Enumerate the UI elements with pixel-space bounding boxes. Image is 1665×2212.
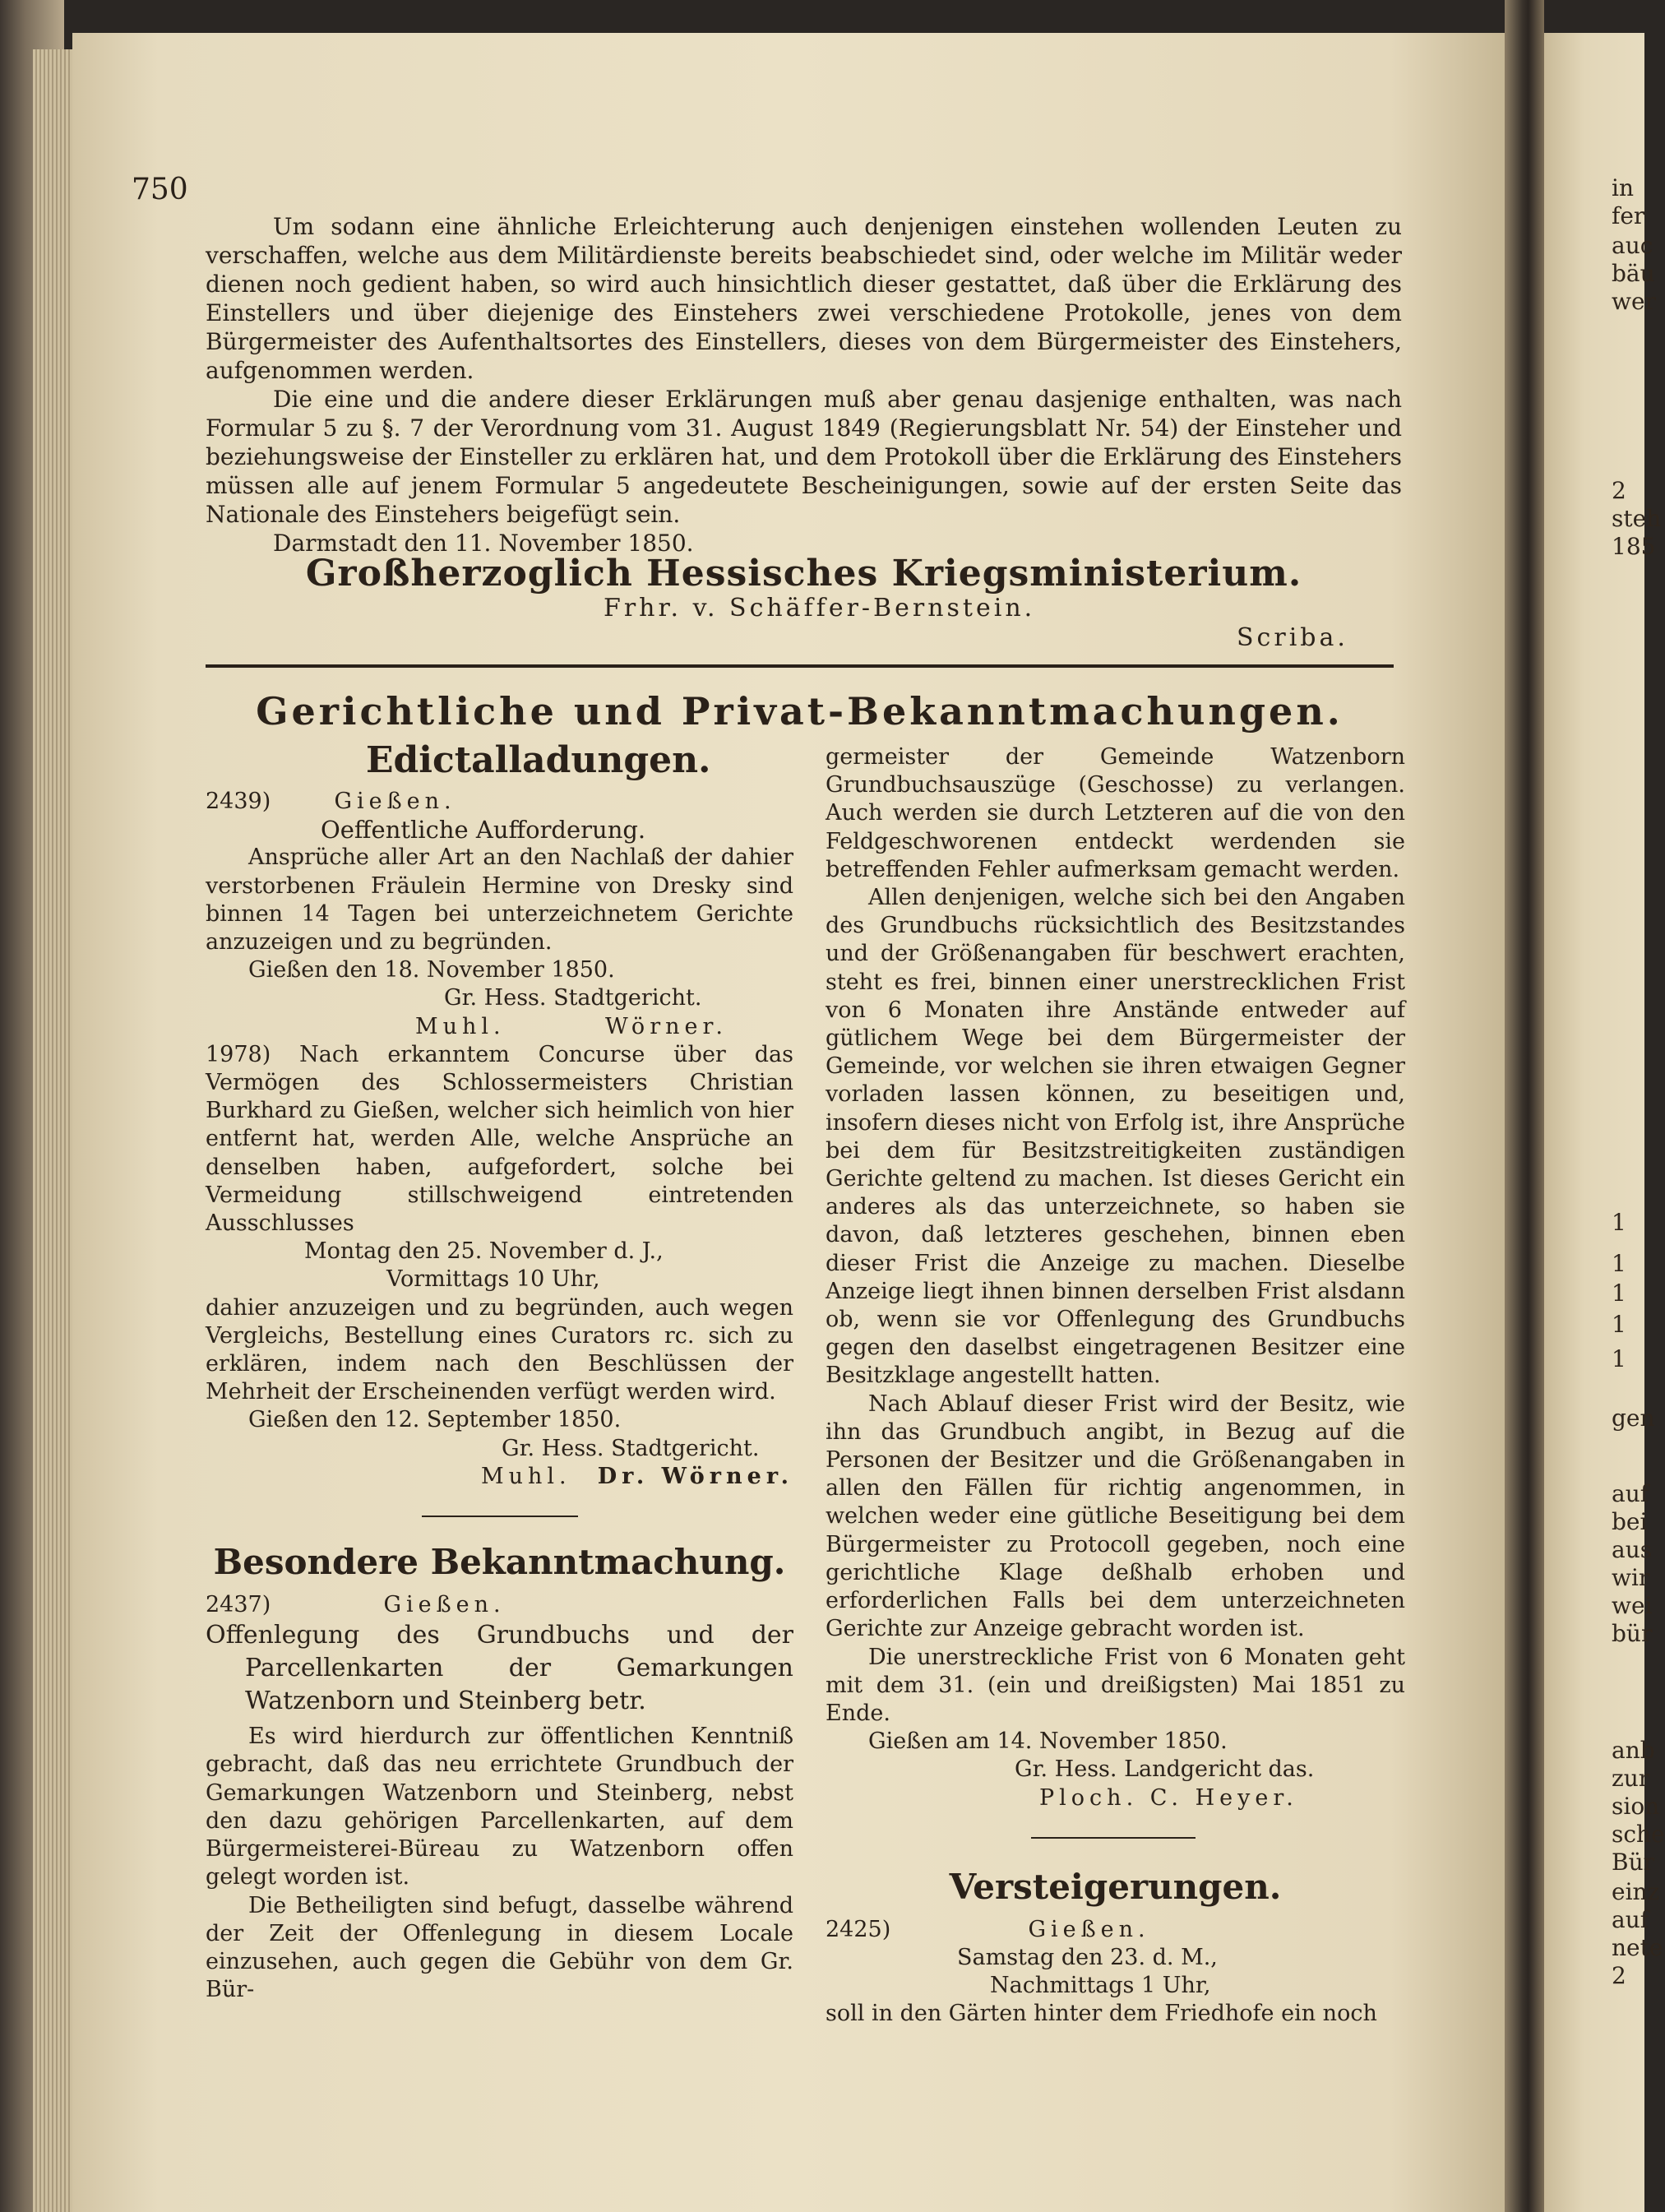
notice-body: Nach Ablauf dieser Frist wird der Besitz, wie ihn das Grundbuch angibt, in Bezug auf die Personen der Besitzer und die Größenangaben in allen den Fällen für richtig angenommen, in welchen weder eine gütliche Beseitigung bei dem Bürgermeister zu Protocoll gegeben, noch eine gerichtliche Klage deßhalb erhoben und erforderlichen Falls bei dem unterzeichneten Gerichte zur Anzeige gebracht worden ist.	[826, 1391, 1405, 1642]
notice-date: Gießen am 14. November 1850.	[868, 1728, 1228, 1755]
next-page-text-fragment: aus	[1612, 1536, 1653, 1563]
next-page-text-fragment: 1	[1612, 1209, 1626, 1236]
notice-date: Gießen den 12. September 1850.	[248, 1407, 622, 1433]
notice-body: Allen denjenigen, welche sich bei den Angaben des Grundbuchs rücksichtlich des Besitzstandes und der Größenangaben für beschwert erachten, steht es frei, binnen einer unerstrecklichen Frist von 6 Monaten ihre Anstände entweder auf gütlichem Wege bei dem Bürgermeister der Gemeinde, vor welchen sie ihren etwaigen Gegner vorladen lassen können, zu beseitigen und, insofern dieses nicht von Erfolg ist, ihre Ansprüche bei dem für Besitzstreitigkeiten zuständigen Gerichte geltend zu machen. Ist dieses Gericht ein anderes als das unterzeichnete, so haben sie davon, daß letzteres geschehen, binnen eben dieser Frist die Anzeige zu machen. Dieselbe Anzeige liegt ihnen binnen derselben Frist alsdann ob, wenn sie vor Offenlegung des Grundbuchs gegen den daselbst eingetragenen Besitzer eine Besitzklage angestellt hatten.	[826, 885, 1405, 1389]
next-page-text-fragment: 185	[1612, 533, 1656, 560]
notice-number: 2437)	[206, 1592, 271, 1618]
notice-day: Montag den 25. November d. J.,	[304, 1238, 664, 1265]
next-page-text-fragment: wir	[1612, 1564, 1650, 1591]
notice-number: 2439)	[206, 789, 271, 814]
divider	[422, 1516, 578, 1517]
next-page-text-fragment: 1	[1612, 1311, 1626, 1338]
next-page-text-fragment: 1	[1612, 1250, 1626, 1277]
next-page-text-fragment: 1	[1612, 1345, 1626, 1372]
next-page-text-fragment: bäu	[1612, 260, 1655, 287]
signature: Frhr. v. Schäffer-Bernstein.	[604, 594, 1036, 622]
page-number: 750	[132, 173, 188, 206]
subsection-heading: Edictalladungen.	[366, 739, 711, 781]
notice-paragraph: Um sodann eine ähnliche Erleichterung auch denjenigen einstehen wollenden Leuten zu verschaffen, welche aus dem Militärdienste bereits beabschiedet sind, oder welche im Militär weder dienen noch gedient haben, so wird auch hinsichtlich dieser gestattet, daß über die Erklärung des Einstellers und über diejenige des Einstehers zwei verschiedene Protokolle, jenes von dem Bürgermeister des Aufenthaltsortes des Einstellers, dieses von dem Bürgermeister des Einstehers, aufgenommen werden.	[206, 213, 1402, 384]
next-page-edge	[1544, 33, 1665, 2212]
subsection-heading: Versteigerungen.	[949, 1866, 1282, 1907]
notice-body: 1978) Nach erkanntem Concurse über das Vermögen des Schlossermeisters Christian Burkhard zu Gießen, welcher sich heimlich von hier entfernt hat, werden Alle, welche Ansprüche an denselben haben, aufgefordert, solche bei Vermeidung stillschweigend eintretenden Ausschlusses	[206, 1041, 793, 1237]
next-page-text-fragment: bür	[1612, 1620, 1653, 1647]
next-page-text-fragment: auf	[1612, 1906, 1649, 1933]
notice-place: Gießen.	[383, 1592, 506, 1618]
notice-paragraph: Die eine und die andere dieser Erklärungen muß aber genau dasjenige enthalten, was nach Formular 5 zu §. 7 der Verordnung vom 31. August 1849 (Regierungsblatt Nr. 54) der Einsteher und beziehungsweise der Einsteller zu erklären hat, und dem Protokoll über die Erklärung des Einstehers müssen alle auf jenem Formular 5 angedeutete Bescheinigungen, sowie auf der ersten Seite das Nationale des Einstehers beigefügt sein.	[206, 386, 1402, 528]
notice-body: soll in den Gärten hinter dem Friedhofe ein noch	[826, 2001, 1377, 2027]
next-page-text-fragment: sche	[1612, 1821, 1665, 1848]
notice-body: Ansprüche aller Art an den Nachlaß der dahier verstorbenen Fräulein Hermine von Dresky sind binnen 14 Tagen bei unterzeichnetem Gerichte anzuzeigen und zu begründen.	[206, 845, 793, 956]
next-page-text-fragment: in	[1612, 174, 1634, 201]
next-page-text-fragment: anb	[1612, 1737, 1655, 1764]
notice-date: Darmstadt den 11. November 1850.	[273, 530, 694, 557]
next-page-text-fragment: steh	[1612, 505, 1662, 532]
notice-day: Samstag den 23. d. M.,	[957, 1944, 1218, 1970]
section-divider	[206, 664, 1394, 668]
next-page-text-fragment: zur	[1612, 1765, 1650, 1792]
notice-body: Die unerstreckliche Frist von 6 Monaten geht mit dem 31. (ein und dreißigsten) Mai 1851 zu Ende.	[826, 1644, 1405, 1726]
notice-number: 2425)	[826, 1916, 891, 1942]
next-page-text-fragment: wer	[1612, 288, 1656, 315]
signature: Ploch. C. Heyer.	[1039, 1784, 1298, 1811]
next-page-text-fragment: gen	[1612, 1404, 1655, 1432]
next-page-text-fragment: nete	[1612, 1934, 1663, 1961]
next-page-text-fragment: auf	[1612, 1480, 1649, 1507]
next-page-text-fragment: bei	[1612, 1508, 1648, 1535]
notice-title: Oeffentliche Aufforderung.	[321, 816, 646, 845]
next-page-text-fragment: 1	[1612, 1280, 1626, 1307]
next-page-text-fragment: 2	[1612, 477, 1626, 504]
notice-title: Offenlegung des Grundbuchs und der Parcellenkarten der Gemarkungen Watzenborn und Steinberg betr.	[206, 1621, 793, 1716]
notice-2425	[826, 1916, 1405, 2029]
notice-date: Gießen den 18. November 1850.	[248, 957, 615, 983]
next-page-text-fragment: 2	[1612, 1962, 1626, 1989]
court-name: Gr. Hess. Stadtgericht.	[444, 985, 702, 1011]
book-fold	[1505, 0, 1544, 2212]
notice-time: Vormittags 10 Uhr,	[386, 1266, 600, 1293]
left-column	[206, 737, 793, 2004]
notice-2439	[206, 788, 793, 1041]
divider	[1031, 1837, 1196, 1839]
next-page-text-fragment: auc	[1612, 232, 1653, 259]
notice-1978	[206, 1041, 793, 1491]
signature: Scriba.	[1237, 623, 1348, 652]
notice-body: dahier anzuzeigen und zu begründen, auch wegen Vergleichs, Bestellung eines Curators rc. sich zu erklären, indem nach den Beschlüssen der Mehrheit der Erscheinenden verfügt werden wird.	[206, 1294, 793, 1405]
notice-body: Es wird hierdurch zur öffentlichen Kenntniß gebracht, daß das neu errichtete Grundbuch der Gemarkungen Watzenborn und Steinberg, nebst den dazu gehörigen Parcellenkarten, auf dem Bürgermeisterei-Büreau zu Watzenborn offen gelegt worden ist.	[206, 1724, 793, 1890]
signature: Muhl.	[481, 1463, 571, 1489]
next-page-text-fragment: sion	[1612, 1793, 1660, 1820]
signature: Dr. Wörner.	[597, 1463, 793, 1489]
notice-body: Die Betheiligten sind befugt, dasselbe während der Zeit der Offenlegung in diesem Locale einzusehen, auch gegen die Gebühr von dem Gr. Bür-	[206, 1892, 793, 2003]
court-name: Gr. Hess. Stadtgericht.	[502, 1435, 760, 1461]
notice-body: germeister der Gemeinde Watzenborn Grundbuchsauszüge (Geschosse) zu verlangen. Auch werden sie durch Letzteren auf die von den Feldgeschworenen entdeckt werdenden sie betreffenden Fehler aufmerksam gemacht werden.	[826, 744, 1405, 882]
next-page-text-fragment: Bür	[1612, 1849, 1654, 1876]
ministry-notice	[206, 212, 1402, 558]
notice-place: Gießen.	[1028, 1916, 1150, 1942]
next-page-text-fragment: einz	[1612, 1878, 1660, 1905]
signature: Muhl.	[415, 1013, 506, 1039]
subsection-heading: Besondere Bekanntmachung.	[213, 1542, 786, 1583]
signature: Wörner.	[605, 1013, 728, 1039]
ministry-title: Großherzoglich Hessisches Kriegsministerium.	[305, 553, 1302, 595]
next-page-text-fragment: wei	[1612, 1592, 1653, 1619]
notice-place: Gießen.	[334, 789, 456, 814]
notice-2437	[206, 1591, 793, 2004]
next-page-text-fragment: fer	[1612, 202, 1645, 229]
notice-time: Nachmittags 1 Uhr,	[990, 1973, 1211, 1999]
right-column	[826, 743, 1405, 2029]
section-title: Gerichtliche und Privat-Bekanntmachungen.	[256, 689, 1344, 733]
court-name: Gr. Hess. Landgericht das.	[1015, 1756, 1315, 1783]
